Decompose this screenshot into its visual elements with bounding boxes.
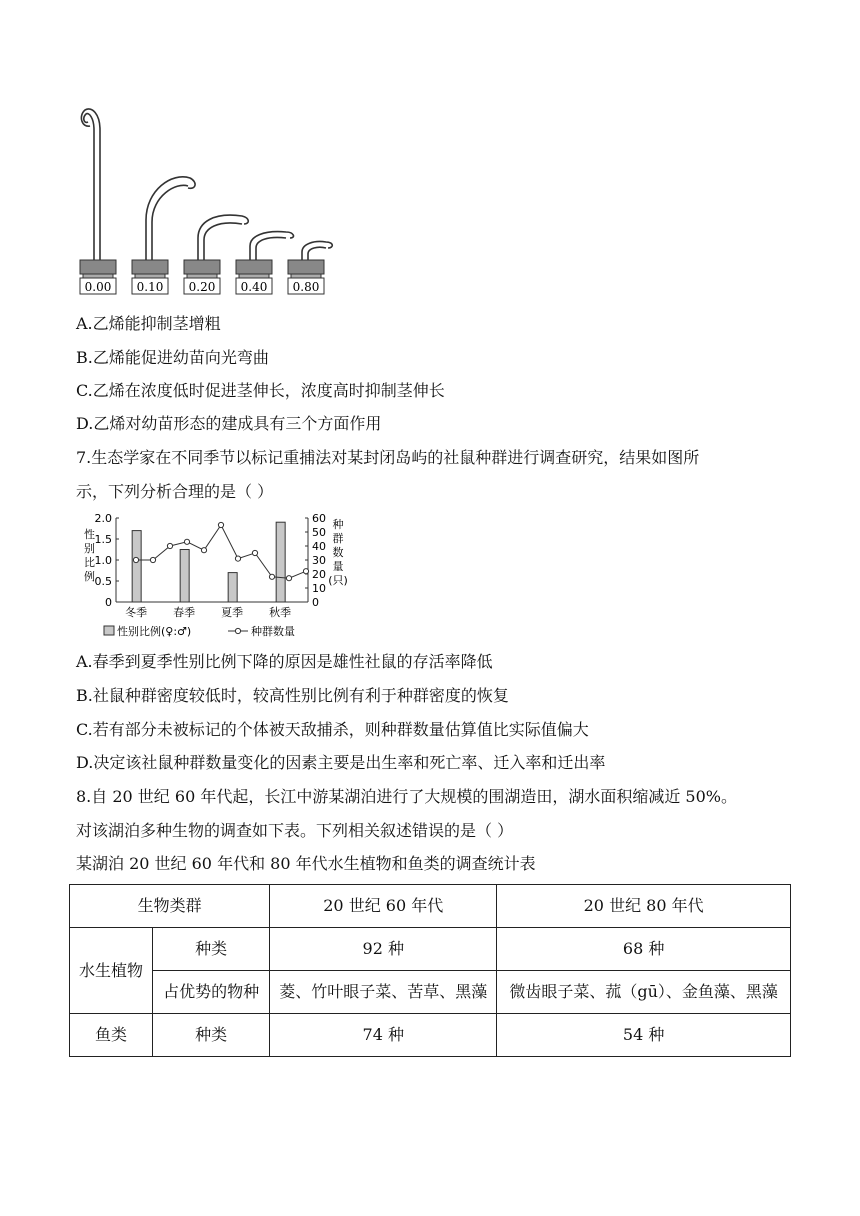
table-row <box>70 971 791 1014</box>
sex-ratio-bar <box>228 573 237 602</box>
category-label: 春季 <box>173 606 196 619</box>
left-tick-label: 2.0 <box>94 512 112 525</box>
seedling-stem <box>302 241 332 260</box>
population-chart <box>76 510 348 642</box>
option-d-q7: D.决定该社鼠种群数量变化的因素主要是出生率和死亡率、迁入率和迁出率 <box>76 753 606 772</box>
left-tick-label: 0.5 <box>94 575 112 588</box>
sex-ratio-bar <box>276 522 285 602</box>
sex-ratio-bar <box>132 531 141 602</box>
concentration-label: 0.20 <box>188 280 216 294</box>
right-tick-label: 0 <box>312 596 319 609</box>
question-7-stem-cont: 示，下列分析合理的是（ ） <box>76 482 274 501</box>
header-group: 生物类群 <box>70 885 270 928</box>
left-axis-label: 别 <box>84 542 95 555</box>
concentration-label: 0.10 <box>136 280 164 294</box>
plants-label: 水生植物 <box>70 928 153 1014</box>
population-point <box>133 557 138 562</box>
legend-bar-label: 性别比例(♀:♂) <box>117 625 192 638</box>
option-b-q7: B.社鼠种群密度较低时，较高性别比例有利于种群密度的恢复 <box>76 686 509 705</box>
right-axis-label: 种 <box>332 518 344 531</box>
population-point <box>286 576 291 581</box>
category-label: 夏季 <box>221 606 244 619</box>
question-8-stem: 8.自 20 世纪 60 年代起，长江中游某湖泊进行了大规模的围湖造田，湖水面积缩减近 50%。 <box>76 787 737 806</box>
option-b-q6: B.乙烯能促进幼苗向光弯曲 <box>76 348 269 367</box>
option-a-q6: A.乙烯能抑制茎增粗 <box>76 314 221 333</box>
legend-line-label: 种群数量 <box>251 625 295 638</box>
header-80s: 20 世纪 80 年代 <box>497 885 791 928</box>
legend-line-swatch <box>235 628 240 633</box>
option-c-q7: C.若有部分未被标记的个体被天敌捕杀，则种群数量估算值比实际值偏大 <box>76 720 589 739</box>
left-axis-label: 性 <box>84 528 95 541</box>
population-point <box>201 548 206 553</box>
plants-count-60: 92 种 <box>270 928 497 971</box>
pot <box>184 260 220 294</box>
category-label: 冬季 <box>125 606 148 619</box>
population-point <box>150 557 155 562</box>
header-60s: 20 世纪 60 年代 <box>270 885 497 928</box>
fish-species-label: 种类 <box>153 1014 270 1057</box>
table-caption: 某湖泊 20 世纪 60 年代和 80 年代水生植物和鱼类的调查统计表 <box>76 854 536 873</box>
right-tick-label: 40 <box>312 540 326 553</box>
left-axis-label: 例 <box>84 570 95 583</box>
concentration-label: 0.80 <box>292 280 320 294</box>
pot <box>132 260 168 294</box>
fish-count-60: 74 种 <box>270 1014 497 1057</box>
plants-species-label: 种类 <box>153 928 270 971</box>
left-tick-label: 1.5 <box>94 533 112 546</box>
population-point <box>184 539 189 544</box>
pot <box>80 260 116 294</box>
left-tick-label: 0 <box>105 596 112 609</box>
right-tick-label: 60 <box>312 512 326 525</box>
fish-count-80: 54 种 <box>497 1014 791 1057</box>
seedling-stem <box>84 114 94 260</box>
legend <box>104 624 295 638</box>
table-header-row <box>70 885 791 928</box>
right-tick-label: 30 <box>312 554 326 567</box>
table-row <box>70 928 791 971</box>
option-c-q6: C.乙烯在浓度低时促进茎伸长，浓度高时抑制茎伸长 <box>76 381 445 400</box>
population-point <box>303 569 308 574</box>
category-label: 秋季 <box>269 606 292 619</box>
sex-ratio-bar <box>180 550 189 603</box>
question-8-stem-cont: 对该湖泊多种生物的调查如下表。下列相关叙述错误的是（ ） <box>76 821 514 840</box>
plants-count-80: 68 种 <box>497 928 791 971</box>
question-7-stem: 7.生态学家在不同季节以标记重捕法对某封闭岛屿的社鼠种群进行调查研究，结果如图所 <box>76 448 700 467</box>
right-axis-label: 数 <box>332 546 344 559</box>
right-axis-label: 量 <box>332 560 344 573</box>
concentration-label: 0.00 <box>84 280 112 294</box>
left-tick-label: 1.0 <box>94 554 112 567</box>
seedling-figure <box>72 100 342 300</box>
right-axis-label: (只) <box>328 574 348 587</box>
right-axis-label: 群 <box>332 532 344 545</box>
dominant-80: 微齿眼子菜、菰（gū）、金鱼藻、黑藻 <box>497 971 791 1014</box>
population-point <box>167 543 172 548</box>
population-point <box>269 574 274 579</box>
option-d-q6: D.乙烯对幼苗形态的建成具有三个方面作用 <box>76 414 382 433</box>
table-row <box>70 1014 791 1057</box>
dominant-label: 占优势的物种 <box>153 971 270 1014</box>
right-tick-label: 10 <box>312 582 326 595</box>
right-tick-label: 50 <box>312 526 326 539</box>
seedling-stem <box>198 215 248 260</box>
fish-label: 鱼类 <box>70 1014 153 1057</box>
dominant-60: 菱、竹叶眼子菜、苦草、黑藻 <box>270 971 497 1014</box>
population-point <box>218 522 223 527</box>
legend-bar-swatch <box>104 626 114 635</box>
pot <box>288 260 324 294</box>
concentration-label: 0.40 <box>240 280 268 294</box>
pot <box>236 260 272 294</box>
population-point <box>235 556 240 561</box>
option-a-q7: A.春季到夏季性别比例下降的原因是雄性社鼠的存活率降低 <box>76 652 493 671</box>
right-tick-label: 20 <box>312 568 326 581</box>
population-point <box>252 550 257 555</box>
left-axis-label: 比 <box>84 556 95 569</box>
survey-table <box>69 884 791 1057</box>
